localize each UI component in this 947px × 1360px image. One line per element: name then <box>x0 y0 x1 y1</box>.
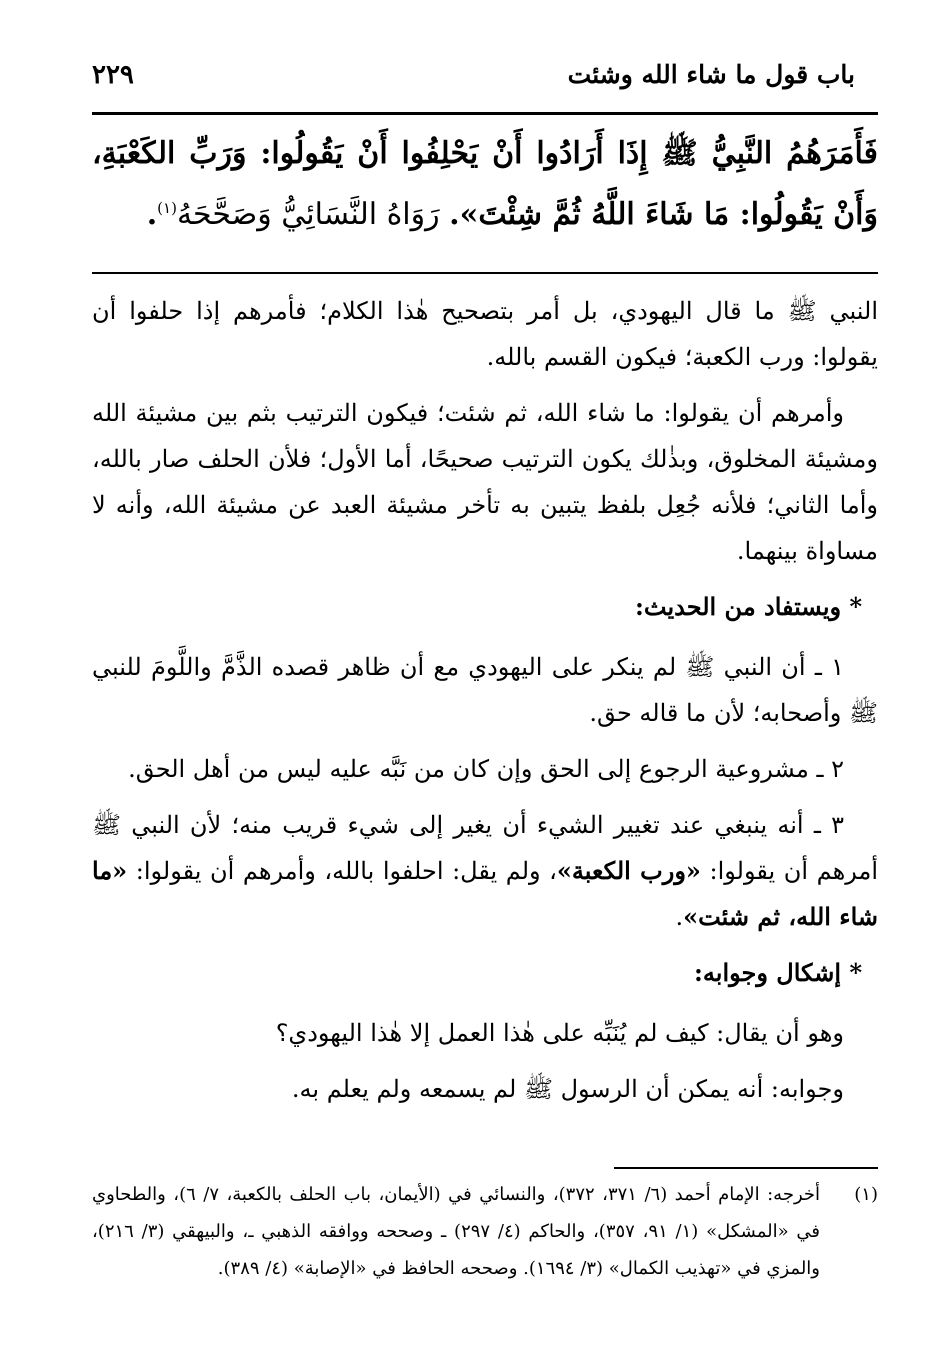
hadith-body: فَأَمَرَهُمُ النَّبِيُّ ﷺ إِذَا أَرَادُوا أَنْ يَحْلِفُوا أَنْ يَقُولُوا: وَرَبِّ الكَعْبَةِ، وَأَنْ يَقُولُوا: مَا شَاءَ اللَّهُ ثُمَّ شِئْتَ». <box>92 136 878 232</box>
problem-heading: * إشكال وجوابه: <box>694 958 862 987</box>
footnote-divider <box>614 1167 878 1169</box>
paragraph-2: وأمرهم أن يقولوا: ما شاء الله، ثم شئت؛ فيكون الترتيب بثم بين مشيئة الله ومشيئة المخلوق، وبذٰلك يكون الترتيب صحيحًا، أما الأول؛ فلأن الحلف صار بالله، وأما الثاني؛ فلأنه جُعِل بلفظ يتبين به تأخر مشيئة العبد عن مشيئة الله، وأنه لا مساواة بينهما. <box>92 399 878 565</box>
hadith-text: فَأَمَرَهُمُ النَّبِيُّ ﷺ إِذَا أَرَادُوا أَنْ يَحْلِفُوا أَنْ يَقُولُوا: وَرَبِّ الكَعْبَةِ، وَأَنْ يَقُولُوا: مَا شَاءَ اللَّهُ ثُمَّ شِئْتَ». رَوَاهُ النَّسَائِيُّ وَصَحَّحَهُ$^{(١)}$. <box>92 136 878 232</box>
hadith-source: رَوَاهُ النَّسَائِيُّ وَصَحَّحَهُ <box>176 197 450 232</box>
paragraph-1: النبي ﷺ ما قال اليهودي، بل أمر بتصحيح هٰذا الكلام؛ فأمرهم إذا حلفوا أن يقولوا: ورب الكعبة؛ فيكون القسم بالله. <box>92 297 878 371</box>
problem-text: وهو أن يقال: كيف لم يُنَبِّه على هٰذا العمل إلا هٰذا اليهودي؟ <box>275 1019 844 1047</box>
page-header <box>92 60 855 100</box>
benefit-3-end: . <box>675 903 684 931</box>
benefit-3-quote-1: «ورب الكعبة» <box>556 856 701 885</box>
benefit-3 <box>92 802 878 940</box>
chapter-title: باب قول ما شاء الله وشئت <box>567 60 855 89</box>
footnote-mark: (١) <box>854 1184 878 1205</box>
benefit-3-part-c: ، ولم يقل: احلفوا بالله، وأمرهم أن يقولوا: <box>127 857 557 885</box>
hadith-divider <box>92 272 878 274</box>
footnote <box>92 1176 878 1287</box>
benefit-3-part-a: ٣ ـ أنه ينبغي عند تغيير الشيء أن يغير إلى شيء قريب منه؛ لأن النبي ﷺ أمرهم أن يقولوا: <box>92 811 878 885</box>
benefit-3-quote-2: «ما شاء الله، ثم شئت» <box>92 856 878 931</box>
benefit-2: ٢ ـ مشروعية الرجوع إلى الحق وإن كان من نَبَّه عليه ليس من أهل الحق. <box>128 755 844 783</box>
benefits-heading: * ويستفاد من الحديث: <box>635 592 862 621</box>
footnote-ref: (١) <box>157 199 177 217</box>
answer-text: وجوابه: أنه يمكن أن الرسول ﷺ لم يسمعه ولم يعلم به. <box>291 1075 844 1103</box>
header-divider <box>92 112 878 115</box>
commentary <box>92 288 878 1122</box>
benefit-1: ١ ـ أن النبي ﷺ لم ينكر على اليهودي مع أن ظاهر قصده الذَّمَّ واللَّومَ للنبي ﷺ وأصحابه؛ لأن ما قاله حق. <box>92 653 878 727</box>
page-number: ٢٢٩ <box>92 60 134 90</box>
footnote-text: أخرجه: الإمام أحمد (٦/ ٣٧١، ٣٧٢)، والنسائي في (الأيمان، باب الحلف بالكعبة، ٧/ ٦)، والطحاوي في «المشكل» (١/ ٩١، ٣٥٧)، والحاكم (٤/ ٢٩٧) ـ وصححه ووافقه الذهبي ـ، والبيهقي (٣/ ٢١٦)، والمزي في «تهذيب الكمال» (٣/ ١٦٩٤). وصححه الحافظ في «الإصابة» (٤/ ٣٨٩). <box>92 1184 821 1279</box>
